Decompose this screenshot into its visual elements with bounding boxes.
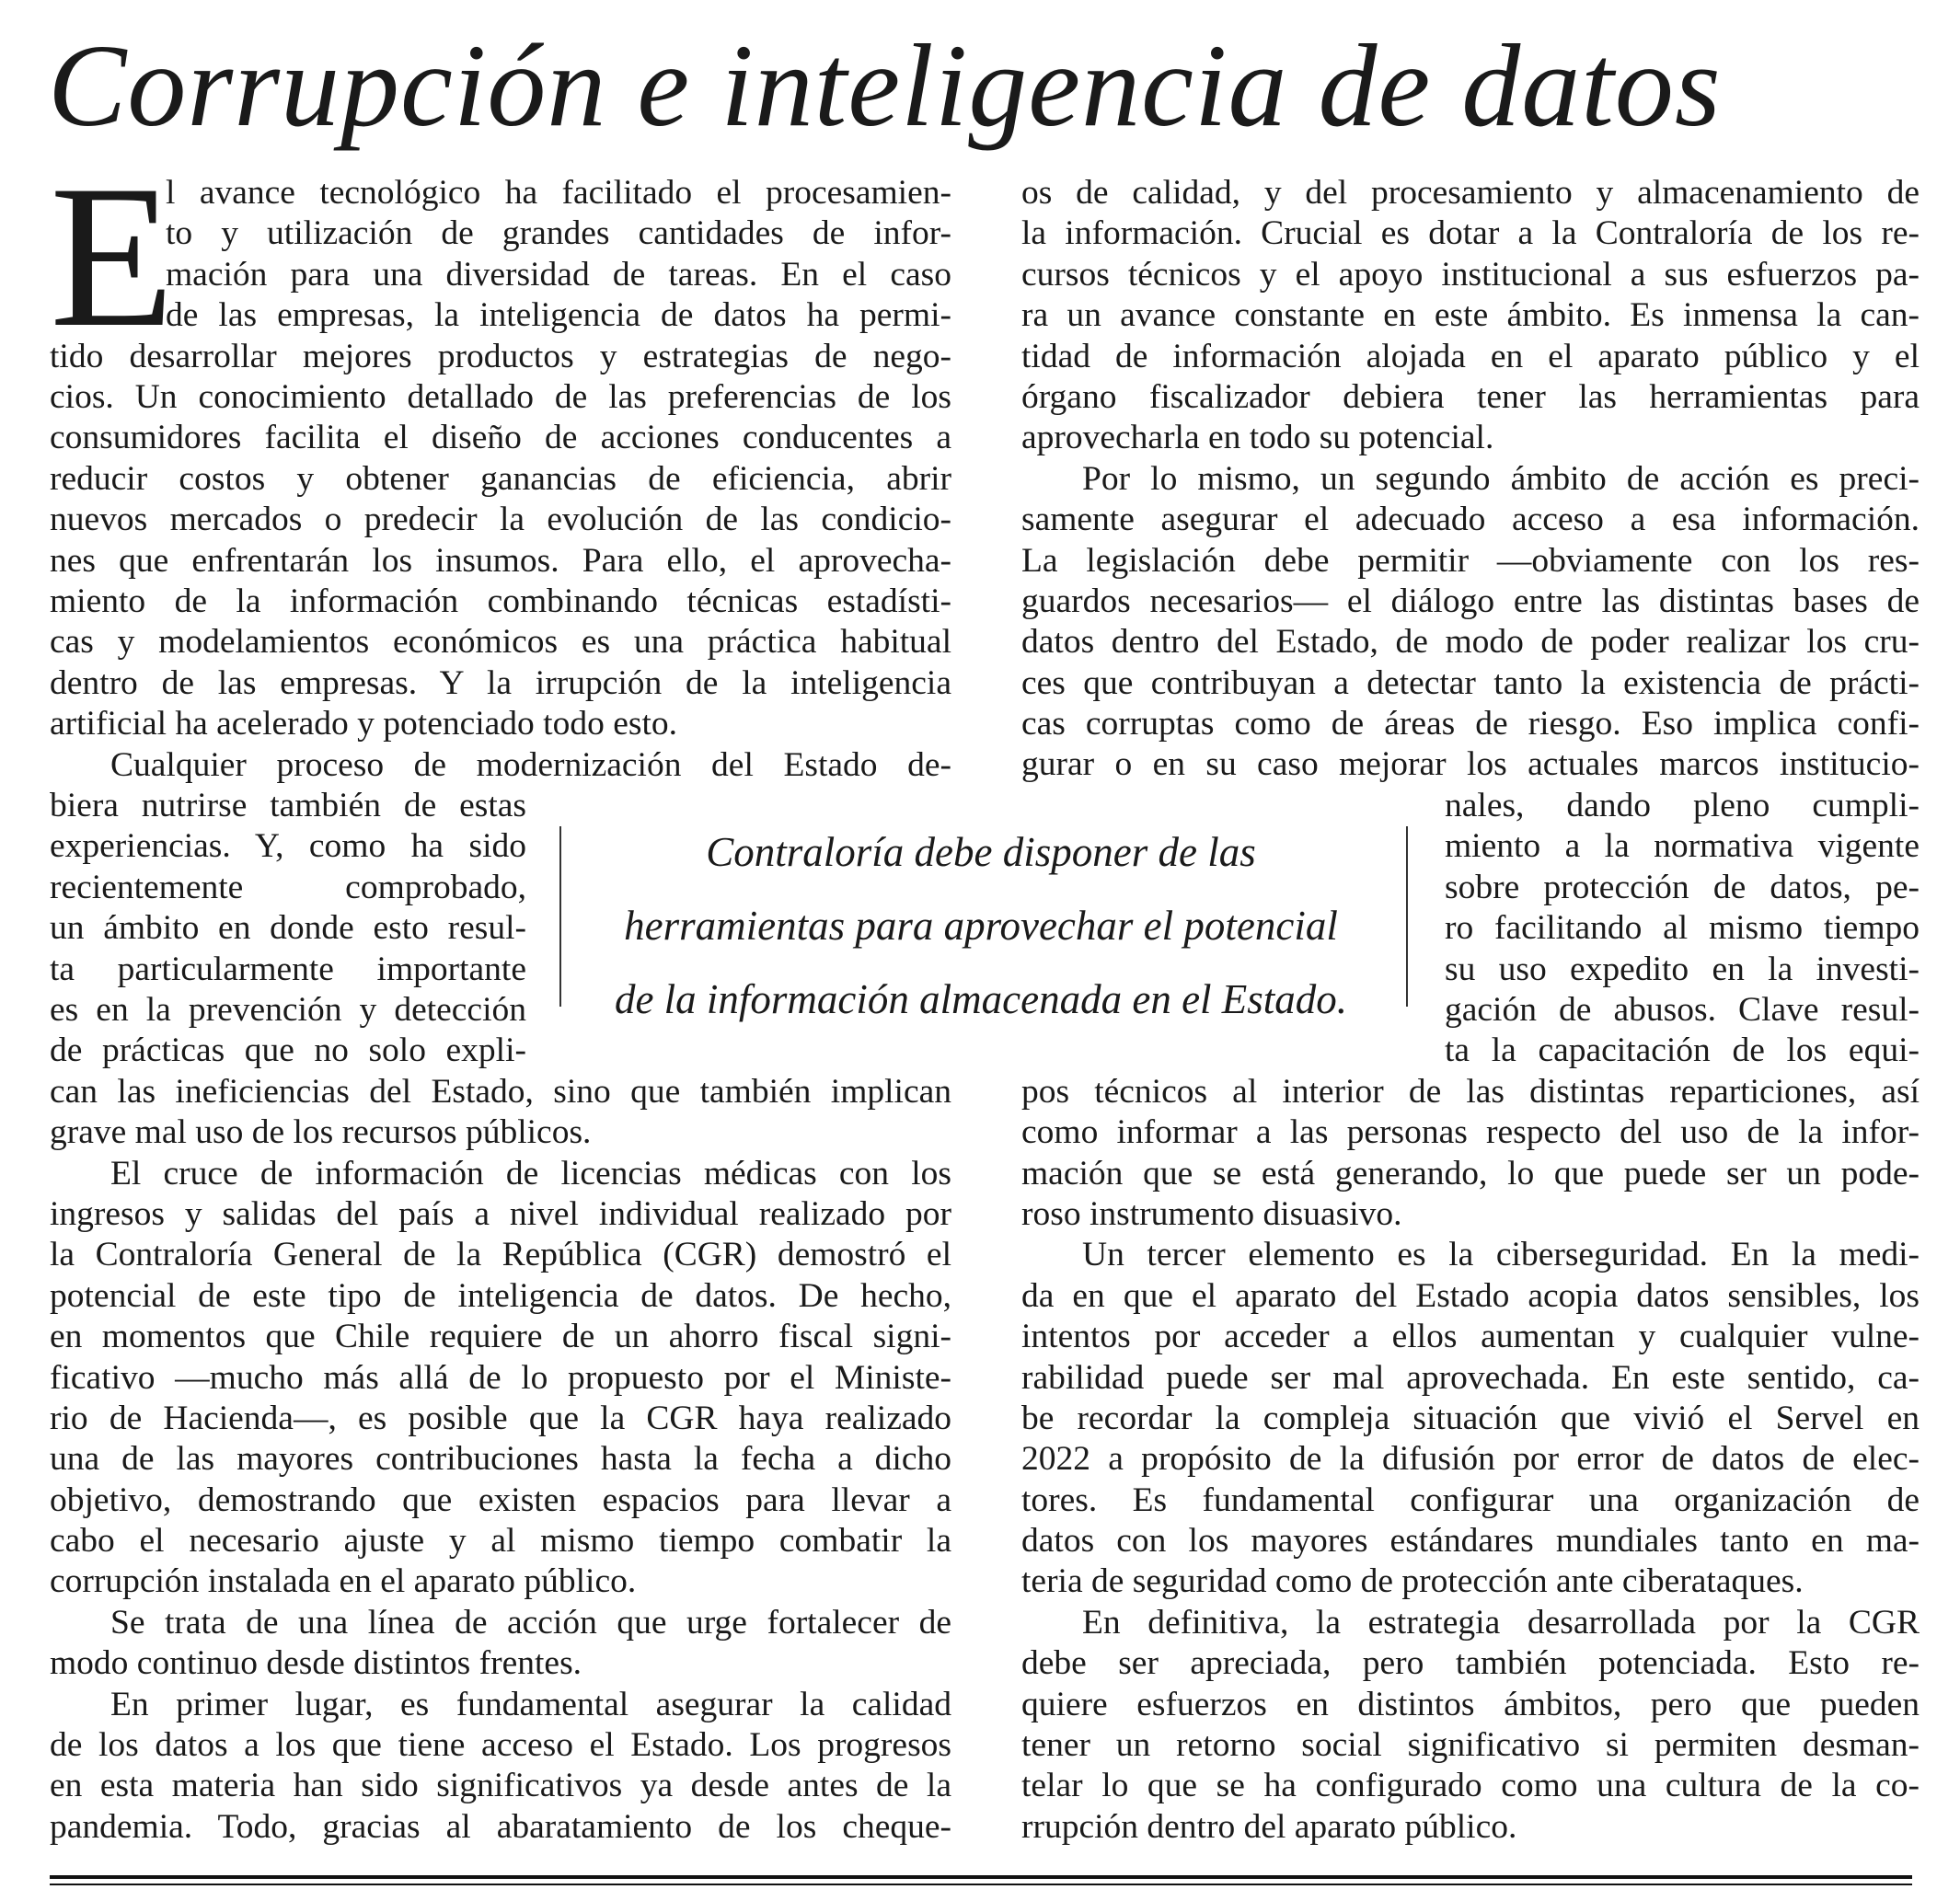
text-line: mación que se está generando, lo que puede ser un pode- <box>1021 1154 1920 1192</box>
text-line: artificial ha acelerado y potenciado todo esto. <box>50 705 677 743</box>
text-line: consumidores facilita el diseño de acciones conducentes a <box>50 419 951 457</box>
text-line: reducir costos y obtener ganancias de eficiencia, abrir <box>50 459 951 498</box>
text-line: experiencias. Y, como ha sido <box>50 827 526 866</box>
text-line: Se trata de una línea de acción que urge fortalecer de <box>110 1603 951 1642</box>
text-line: recientemente comprobado, <box>50 868 526 906</box>
column-1-dropcap-lines <box>166 173 951 337</box>
text-line: Por lo mismo, un segundo ámbito de acción es preci- <box>1082 459 1920 498</box>
text-line: cabo el necesario ajuste y al mismo tiempo combatir la <box>50 1522 951 1561</box>
column-1-narrow-text <box>50 786 526 1072</box>
text-line: ro facilitando al mismo tiempo <box>1445 909 1920 948</box>
text-line: 2022 a propósito de la difusión por error de datos de elec- <box>1021 1440 1920 1479</box>
text-line: como informar a las personas respecto del uso de la infor- <box>1021 1113 1920 1152</box>
bottom-rule-thick <box>50 1875 1912 1879</box>
text-line: miento a la normativa vigente <box>1445 827 1920 866</box>
text-line: Un tercer elemento es la ciberseguridad. En la medi- <box>1082 1236 1920 1274</box>
text-line: En primer lugar, es fundamental asegurar la calidad <box>110 1685 951 1723</box>
text-line: intentos por acceder a ellos aumentan y cualquier vulne- <box>1021 1318 1920 1356</box>
text-line: una de las mayores contribuciones hasta la fecha a dicho <box>50 1440 951 1479</box>
text-line: telar lo que se ha configurado como una cultura de la co- <box>1021 1767 1920 1805</box>
pull-quote-line: de la información almacenada en el Estado. <box>614 976 1348 1022</box>
text-line: en momentos que Chile requiere de un ahorro fiscal signi- <box>50 1318 951 1356</box>
text-line: un ámbito en donde esto resul- <box>50 909 526 948</box>
text-line: be recordar la compleja situación que vivió el Servel en <box>1021 1399 1920 1437</box>
text-line: órgano fiscalizador debiera tener las herramientas para <box>1021 377 1920 416</box>
text-line: ta particularmente importante <box>50 950 526 988</box>
text-line: pandemia. Todo, gracias al abaratamiento de los cheque- <box>50 1807 951 1846</box>
text-line: da en que el aparato del Estado acopia datos sensibles, los <box>1021 1276 1920 1315</box>
text-line: nales, dando pleno cumpli- <box>1445 787 1920 824</box>
text-line: teria de seguridad como de protección ante ciberataques. <box>1021 1562 1804 1601</box>
pull-quote-line: herramientas para aprovechar el potencial <box>624 903 1338 949</box>
text-line: rrupción dentro del aparato público. <box>1021 1807 1517 1846</box>
text-line: nes que enfrentarán los insumos. Para ello, el aprovecha- <box>50 541 951 580</box>
text-line: to y utilización de grandes cantidades de infor- <box>166 214 951 253</box>
text-line: debe ser apreciada, pero también potenciada. Esto re- <box>1021 1644 1920 1683</box>
text-line: corrupción instalada en el aparato público. <box>50 1562 637 1601</box>
text-line: rabilidad puede ser mal aprovechada. En este sentido, ca- <box>1021 1358 1920 1397</box>
text-line: cas y modelamientos económicos es una práctica habitual <box>50 623 951 662</box>
text-line: tidad de información alojada en el aparato público y el <box>1021 337 1920 375</box>
text-line: La legislación debe permitir —obviamente con los res- <box>1021 541 1920 580</box>
text-line: objetivo, demostrando que existen espacios para llevar a <box>50 1480 951 1519</box>
text-line: ra un avance constante en este ámbito. Es inmensa la can- <box>1021 296 1920 335</box>
text-line: pos técnicos al interior de las distintas reparticiones, así <box>1021 1072 1920 1111</box>
text-line: datos dentro del Estado, de modo de poder realizar los cru- <box>1021 623 1920 662</box>
text-line: ces que contribuyan a detectar tanto la existencia de prácti- <box>1021 663 1920 702</box>
text-line: su uso expedito en la investi- <box>1445 950 1920 988</box>
text-line: en esta materia han sido significativos ya desde antes de la <box>50 1767 951 1805</box>
bottom-rule-thin <box>50 1884 1912 1885</box>
text-line: de las empresas, la inteligencia de datos ha permi- <box>166 296 951 335</box>
column-2-text <box>1021 173 1920 786</box>
column-1-text <box>50 337 951 786</box>
text-line: potencial de este tipo de inteligencia de datos. De hecho, <box>50 1276 951 1315</box>
text-line: mación para una diversidad de tareas. En el caso <box>166 255 951 294</box>
text-line: guardos necesarios— el diálogo entre las distintas bases de <box>1021 582 1920 620</box>
text-line: En definitiva, la estrategia desarrollada por la CGR <box>1082 1603 1920 1642</box>
text-line: quiere esfuerzos en distintos ámbitos, pero que pueden <box>1021 1685 1920 1723</box>
text-line: biera nutrirse también de estas <box>50 787 526 824</box>
article-title: Corrupción e inteligencia de datos <box>48 20 1722 151</box>
column-1-text-continued <box>50 1072 951 1848</box>
text-line: tener un retorno social significativo si permiten desman- <box>1021 1726 1920 1765</box>
text-line: de prácticas que no solo expli- <box>50 1031 526 1070</box>
text-line: El cruce de información de licencias médicas con los <box>110 1154 951 1192</box>
text-line: Cualquier proceso de modernización del Estado de- <box>110 745 951 784</box>
pull-quote <box>559 815 1402 1032</box>
pull-quote-line: Contraloría debe disponer de las <box>706 829 1256 875</box>
text-line: modo continuo desde distintos frentes. <box>50 1644 582 1683</box>
column-2-text-continued <box>1021 1072 1920 1848</box>
text-line: roso instrumento disuasivo. <box>1021 1194 1402 1233</box>
text-line: gación de abusos. Clave resul- <box>1445 990 1920 1029</box>
text-line: nuevos mercados o predecir la evolución de las condicio- <box>50 501 951 539</box>
text-line: tido desarrollar mejores productos y estrategias de nego- <box>50 337 951 375</box>
text-line: ingresos y salidas del país a nivel individual realizado por <box>50 1194 951 1233</box>
text-line: ficativo —mucho más allá de lo propuesto por el Ministe- <box>50 1358 951 1397</box>
text-line: sobre protección de datos, pe- <box>1445 868 1920 906</box>
text-line: cursos técnicos y el apoyo institucional a sus esfuerzos pa- <box>1021 255 1920 294</box>
column-2-narrow-text <box>1445 786 1920 1072</box>
text-line: aprovecharla en todo su potencial. <box>1021 419 1494 457</box>
text-line: tores. Es fundamental configurar una organización de <box>1021 1480 1920 1519</box>
text-line: l avance tecnológico ha facilitado el procesamien- <box>166 174 951 212</box>
text-line: can las ineficiencias del Estado, sino que también implican <box>50 1072 951 1111</box>
text-line: dentro de las empresas. Y la irrupción de la inteligencia <box>50 663 951 702</box>
pull-quote-right-rule <box>1406 826 1408 1007</box>
text-line: ta la capacitación de los equi- <box>1445 1031 1920 1070</box>
text-line: rio de Hacienda—, es posible que la CGR haya realizado <box>50 1399 951 1437</box>
text-line: cios. Un conocimiento detallado de las preferencias de los <box>50 377 951 416</box>
text-line: os de calidad, y del procesamiento y almacenamiento de <box>1021 174 1920 212</box>
drop-cap: E <box>50 144 175 370</box>
text-line: la información. Crucial es dotar a la Contraloría de los re- <box>1021 214 1920 253</box>
text-line: de los datos a los que tiene acceso el Estado. Los progresos <box>50 1726 951 1765</box>
text-line: grave mal uso de los recursos públicos. <box>50 1113 592 1152</box>
text-line: miento de la información combinando técnicas estadísti- <box>50 582 951 620</box>
text-line: es en la prevención y detección <box>50 990 526 1029</box>
text-line: gurar o en su caso mejorar los actuales marcos institucio- <box>1021 745 1920 784</box>
text-line: samente asegurar el adecuado acceso a esa información. <box>1021 501 1920 539</box>
text-line: la Contraloría General de la República (CGR) demostró el <box>50 1236 951 1274</box>
text-line: cas corruptas como de áreas de riesgo. Eso implica confi- <box>1021 705 1920 743</box>
text-line: datos con los mayores estándares mundiales tanto en ma- <box>1021 1522 1920 1561</box>
